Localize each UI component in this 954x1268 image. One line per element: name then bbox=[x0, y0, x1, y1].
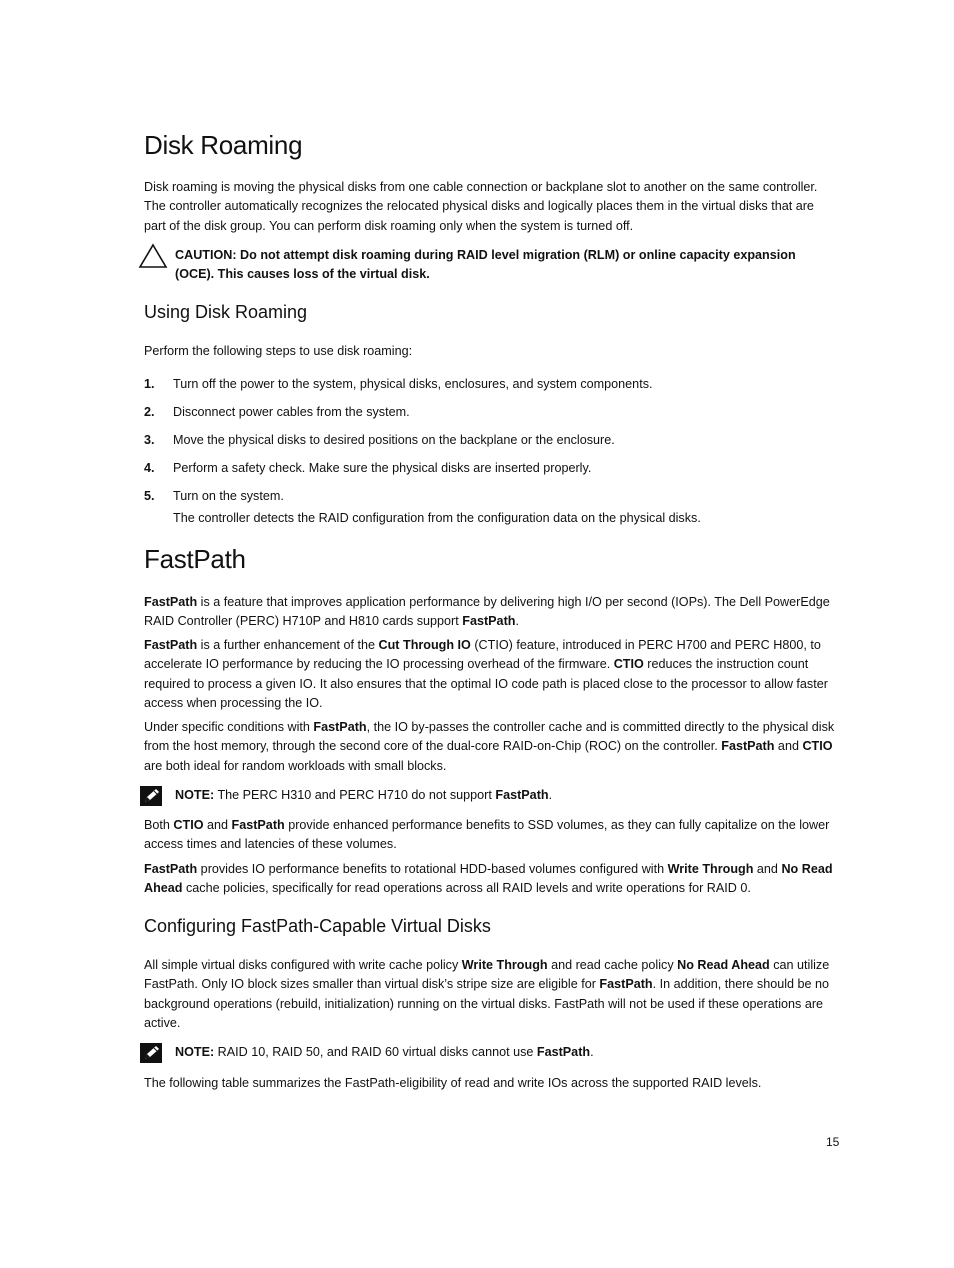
fastpath-paragraph-2: FastPath is a further enhancement of the Cut Through IO (CTIO) feature, introduced in PERC H700 and PERC H800, to accelerate IO performance by reducing the IO processing overhead of the firmware. CTIO reduces the instruction count required to process a given IO. It also ensures that the optimal IO code path is placed close to the processor to allow faster access when processing the IO. bbox=[144, 638, 828, 710]
step-number: 4. bbox=[144, 461, 155, 475]
note-text: NOTE: RAID 10, RAID 50, and RAID 60 virtual disks cannot use FastPath. bbox=[175, 1045, 594, 1059]
fastpath-paragraph-1: FastPath is a feature that improves application performance by delivering high I/O per second (IOPs). The Dell PowerEdge RAID Controller (PERC) H710P and H810 cards support FastPath. bbox=[144, 595, 830, 629]
step-text: Disconnect power cables from the system. bbox=[173, 405, 410, 419]
caution-icon bbox=[138, 243, 168, 274]
disk-roaming-intro: Disk roaming is moving the physical disks from one cable connection or backplane slot to another on the same controller. The controller automatically recognizes the relocated physical disks and logically places them in the virtual disks that are part of the disk group. You can perform disk roaming only when the system is turned off. bbox=[144, 180, 818, 233]
step-text: Turn on the system. bbox=[173, 489, 284, 503]
note-text: NOTE: The PERC H310 and PERC H710 do not support FastPath. bbox=[175, 788, 553, 802]
step-number: 1. bbox=[144, 377, 155, 391]
heading-using-disk-roaming: Using Disk Roaming bbox=[144, 302, 308, 322]
configuring-paragraph-1: All simple virtual disks configured with write cache policy Write Through and read cache policy No Read Ahead can utilize FastPath. Only IO block sizes smaller than virtual disk’s stripe size are eligible for FastPath. In addition, there should be no background operations (rebuild, initialization) running on the virtual disks. FastPath will not be used if these operations are active. bbox=[144, 958, 830, 1030]
fastpath-paragraph-4: Both CTIO and FastPath provide enhanced performance benefits to SSD volumes, as they can fully capitalize on the lower access times and latencies of these volumes. bbox=[144, 818, 830, 852]
heading-configuring-fastpath: Configuring FastPath-Capable Virtual Disks bbox=[144, 916, 491, 936]
step-followup-text: The controller detects the RAID configuration from the configuration data on the physical disks. bbox=[173, 511, 701, 525]
heading-disk-roaming: Disk Roaming bbox=[144, 130, 303, 160]
step-number: 5. bbox=[144, 489, 155, 503]
step-number: 3. bbox=[144, 433, 155, 447]
caution-text: CAUTION: Do not attempt disk roaming during RAID level migration (RLM) or online capacity expansion (OCE). This causes loss of the virtual disk. bbox=[175, 248, 796, 282]
step-number: 2. bbox=[144, 405, 155, 419]
step-text: Perform a safety check. Make sure the physical disks are inserted properly. bbox=[173, 461, 592, 475]
step-text: Turn off the power to the system, physical disks, enclosures, and system components. bbox=[173, 377, 653, 391]
configuring-paragraph-2: The following table summarizes the FastPath-eligibility of read and write IOs across the supported RAID levels. bbox=[144, 1076, 762, 1090]
heading-fastpath: FastPath bbox=[144, 544, 246, 574]
note-pencil-icon bbox=[140, 1043, 164, 1070]
fastpath-paragraph-3: Under specific conditions with FastPath, the IO by-passes the controller cache and is committed directly to the physical disk from the host memory, through the second core of the dual-core RAID-on-Chip (ROC) on the controller. FastPath and CTIO are both ideal for random workloads with small blocks. bbox=[144, 720, 835, 773]
using-disk-roaming-intro: Perform the following steps to use disk roaming: bbox=[144, 344, 413, 358]
note-pencil-icon bbox=[140, 786, 164, 813]
fastpath-paragraph-5: FastPath provides IO performance benefits to rotational HDD-based volumes configured with Write Through and No Read Ahead cache policies, specifically for read operations across all RAID levels and write operations for RAID 0. bbox=[144, 862, 833, 896]
page-number: 15 bbox=[826, 1135, 840, 1149]
step-text: Move the physical disks to desired positions on the backplane or the enclosure. bbox=[173, 433, 615, 447]
